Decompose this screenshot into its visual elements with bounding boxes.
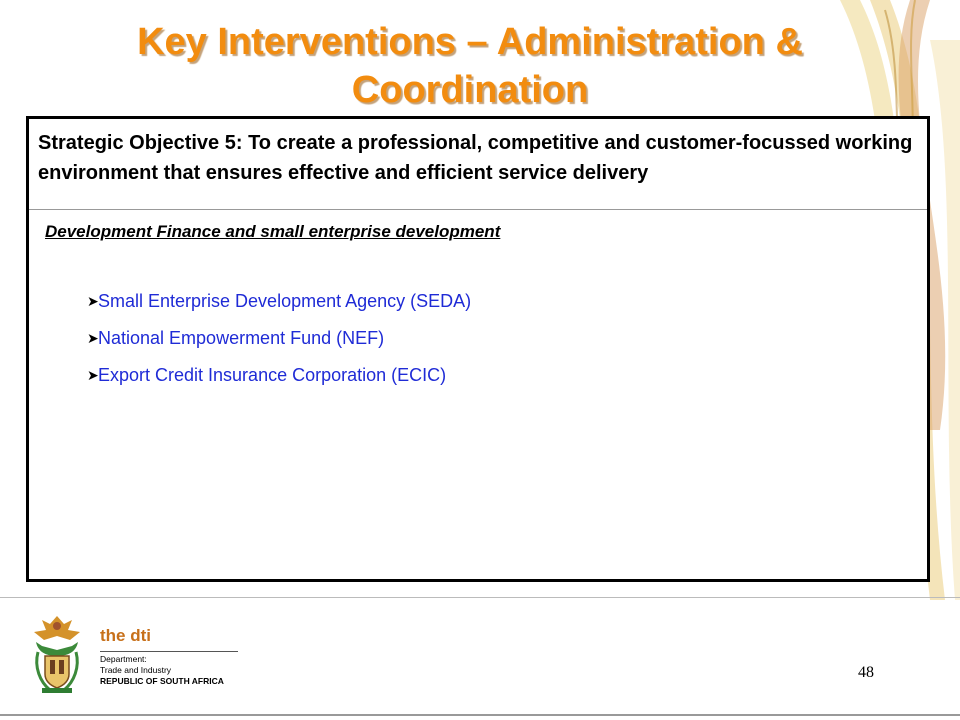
list-item bbox=[87, 364, 927, 386]
coat-of-arms-logo bbox=[28, 612, 86, 694]
list-item-label: Export Credit Insurance Corporation (ECIC) bbox=[98, 365, 447, 385]
bottom-divider bbox=[0, 714, 960, 716]
list-item-label: Small Enterprise Development Agency (SEDA) bbox=[98, 291, 472, 311]
arrow-bullet-icon: ➤ bbox=[87, 367, 99, 383]
page-number: 48 bbox=[858, 664, 874, 681]
dept-line-1: Department: bbox=[100, 654, 147, 664]
department-name bbox=[100, 654, 224, 687]
dti-brand: the dti bbox=[100, 626, 151, 645]
slide-title bbox=[20, 18, 920, 114]
list-item bbox=[87, 290, 927, 312]
list-item-label: National Empowerment Fund (NEF) bbox=[98, 328, 385, 348]
dept-line-2: Trade and Industry bbox=[100, 665, 172, 675]
section-subheading: Development Finance and small enterprise development bbox=[45, 222, 501, 241]
title-line-2: Coordination bbox=[351, 69, 589, 111]
agency-list bbox=[87, 290, 927, 386]
arrow-bullet-icon: ➤ bbox=[87, 330, 99, 346]
strategic-objective: Strategic Objective 5: To create a professional, competitive and customer-focussed working environment that ensures effective and efficient service delivery bbox=[29, 119, 927, 210]
brand-divider bbox=[100, 651, 238, 652]
content-box bbox=[26, 116, 930, 582]
list-item bbox=[87, 327, 927, 349]
title-line-1: Key Interventions – Administration & bbox=[137, 21, 803, 63]
dept-line-3: REPUBLIC OF SOUTH AFRICA bbox=[100, 676, 224, 686]
footer-divider bbox=[0, 597, 960, 598]
arrow-bullet-icon: ➤ bbox=[87, 293, 99, 309]
